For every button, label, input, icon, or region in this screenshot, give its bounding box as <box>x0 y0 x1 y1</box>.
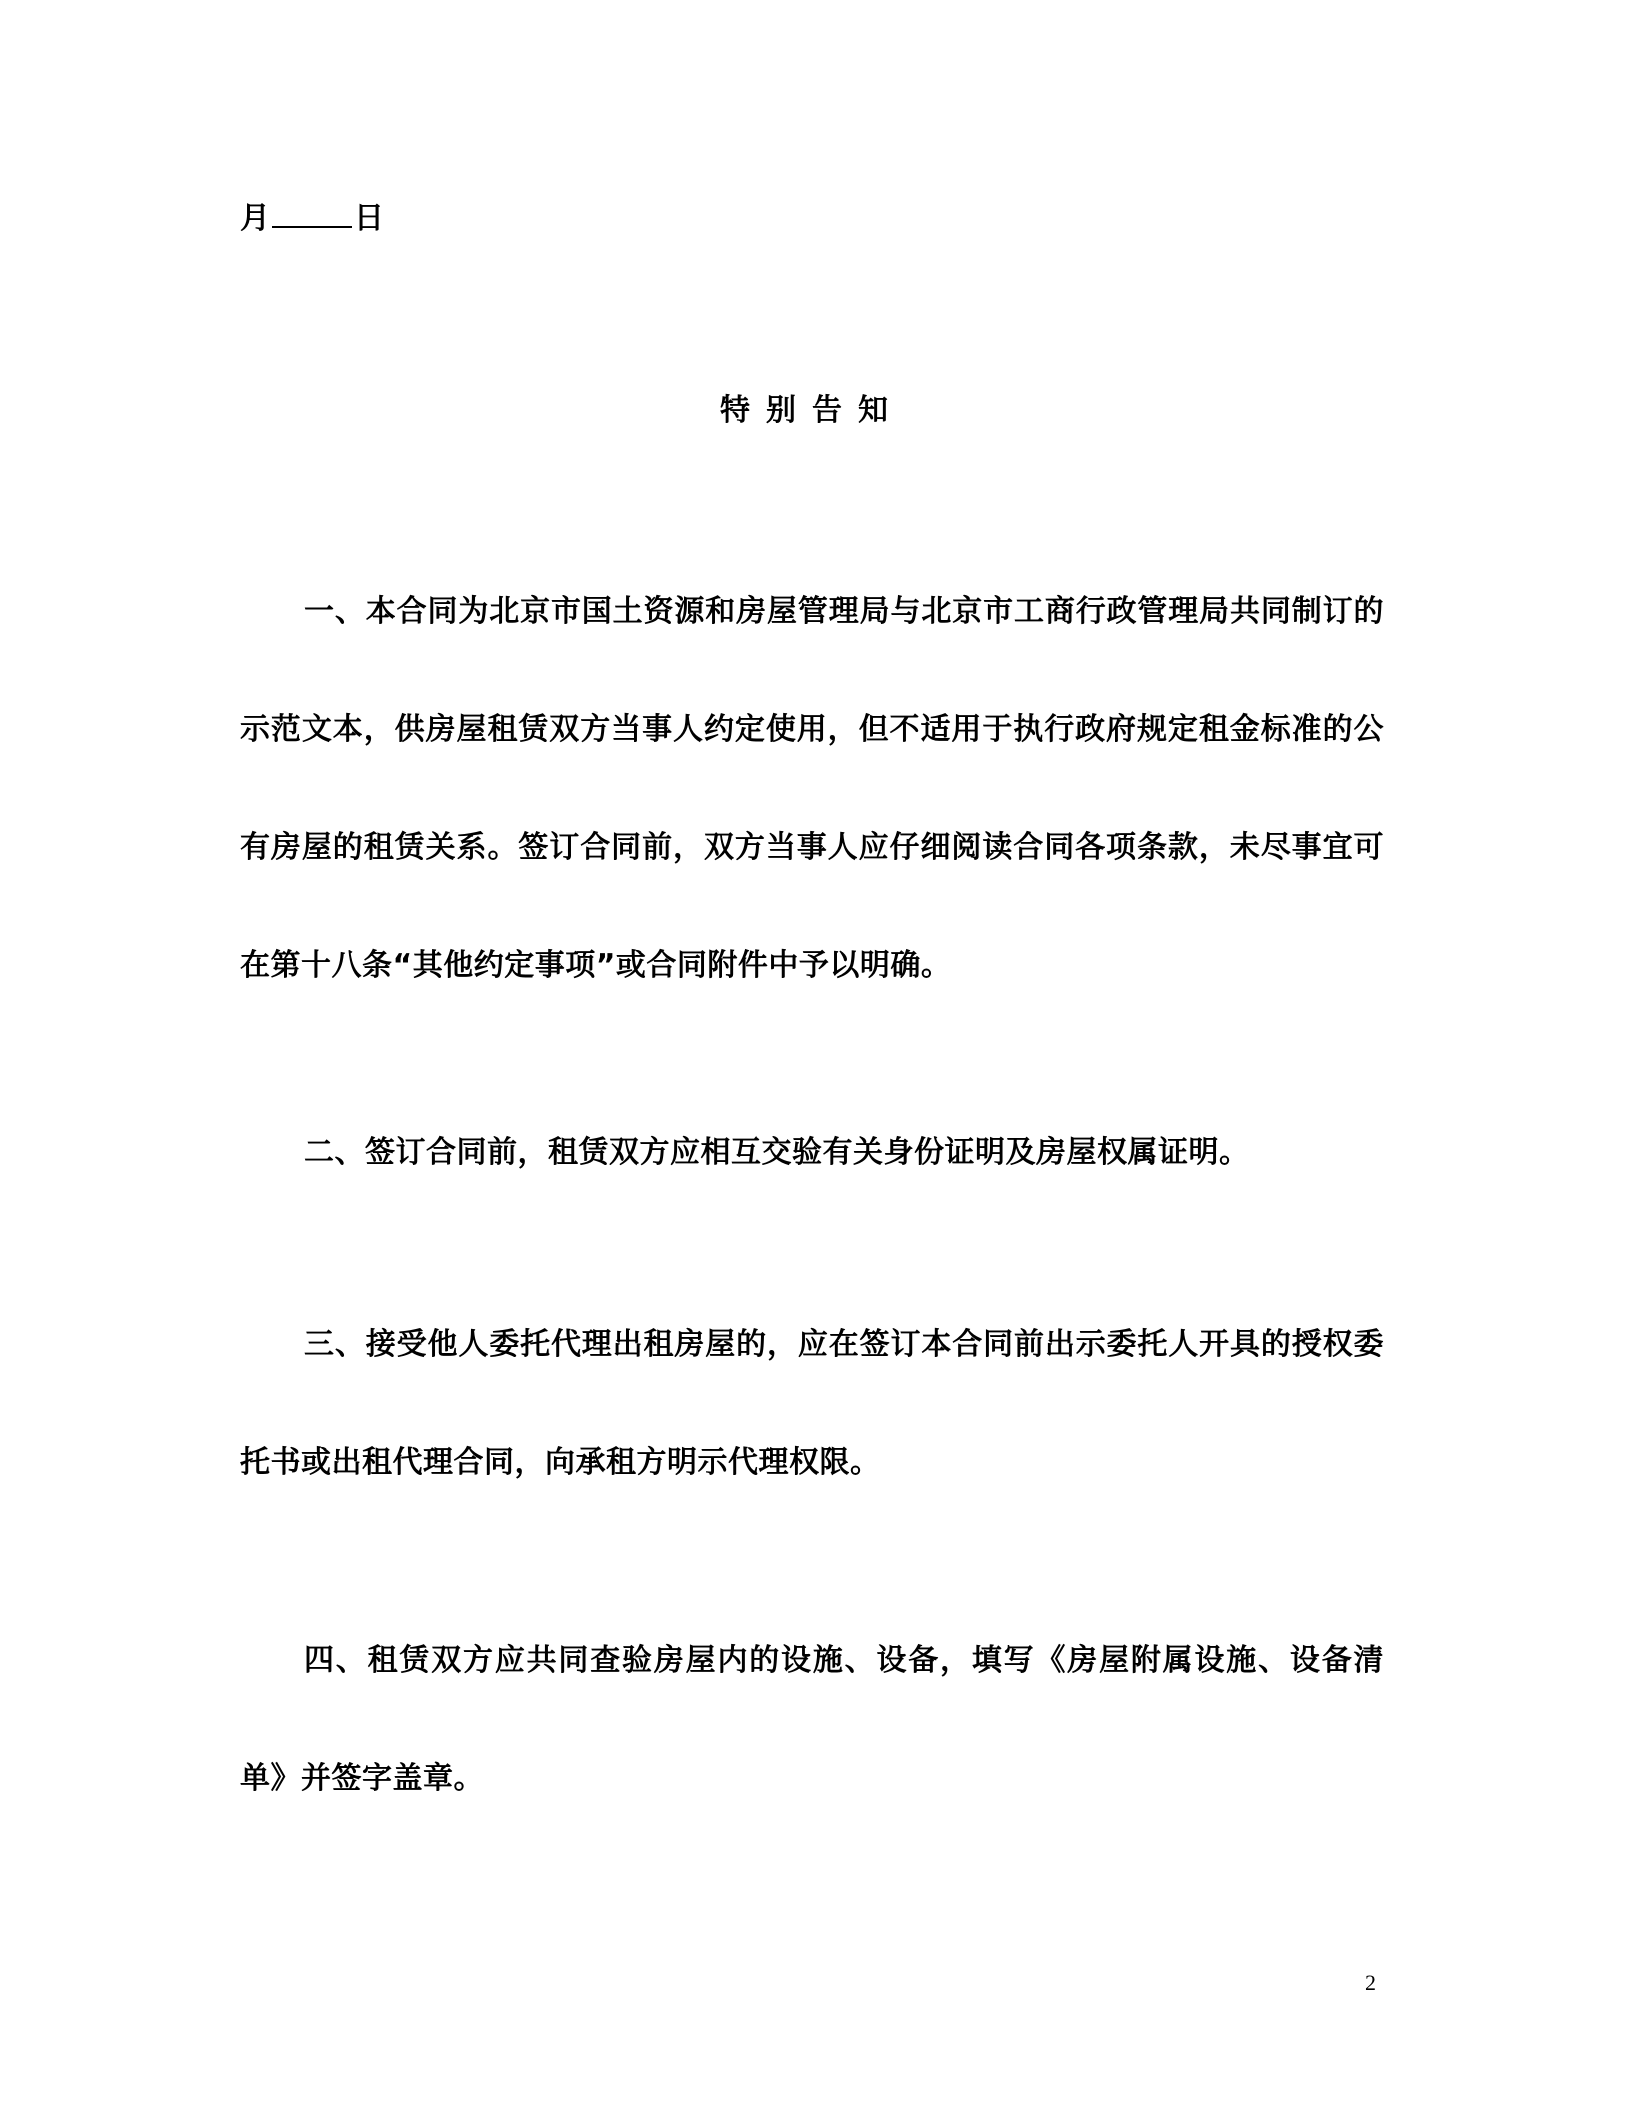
page-number: 2 <box>1365 1970 1376 1995</box>
notice-paragraph-2: 二、签订合同前，租赁双方应相互交验有关身份证明及房屋权属证明。 <box>304 1135 1250 1170</box>
notice-paragraph-3: 三、接受他人委托代理出租房屋的，应在签订本合同前出示委托人开具的授权委托书或出租代理合同，向承租方明示代理权限。 <box>240 1327 1384 1480</box>
date-line <box>240 192 384 244</box>
notice-paragraph-1: 一、本合同为北京市国土资源和房屋管理局与北京市工商行政管理局共同制订的示范文本，供房屋租赁双方当事人约定使用，但不适用于执行政府规定租金标准的公有房屋的租赁关系。签订合同前，双方当事人应仔细阅读合同各项条款，未尽事宜可在第十八条“其他约定事项”或合同附件中予以明确。 <box>240 594 1384 983</box>
notice-paragraph-4: 四、租赁双方应共同查验房屋内的设施、设备，填写《房屋附属设施、设备清单》并签字盖章。 <box>240 1643 1384 1796</box>
page-title: 特别告知 <box>720 393 904 428</box>
day-blank-underline <box>272 192 352 228</box>
month-label: 月 <box>240 201 270 236</box>
day-label: 日 <box>354 201 384 236</box>
